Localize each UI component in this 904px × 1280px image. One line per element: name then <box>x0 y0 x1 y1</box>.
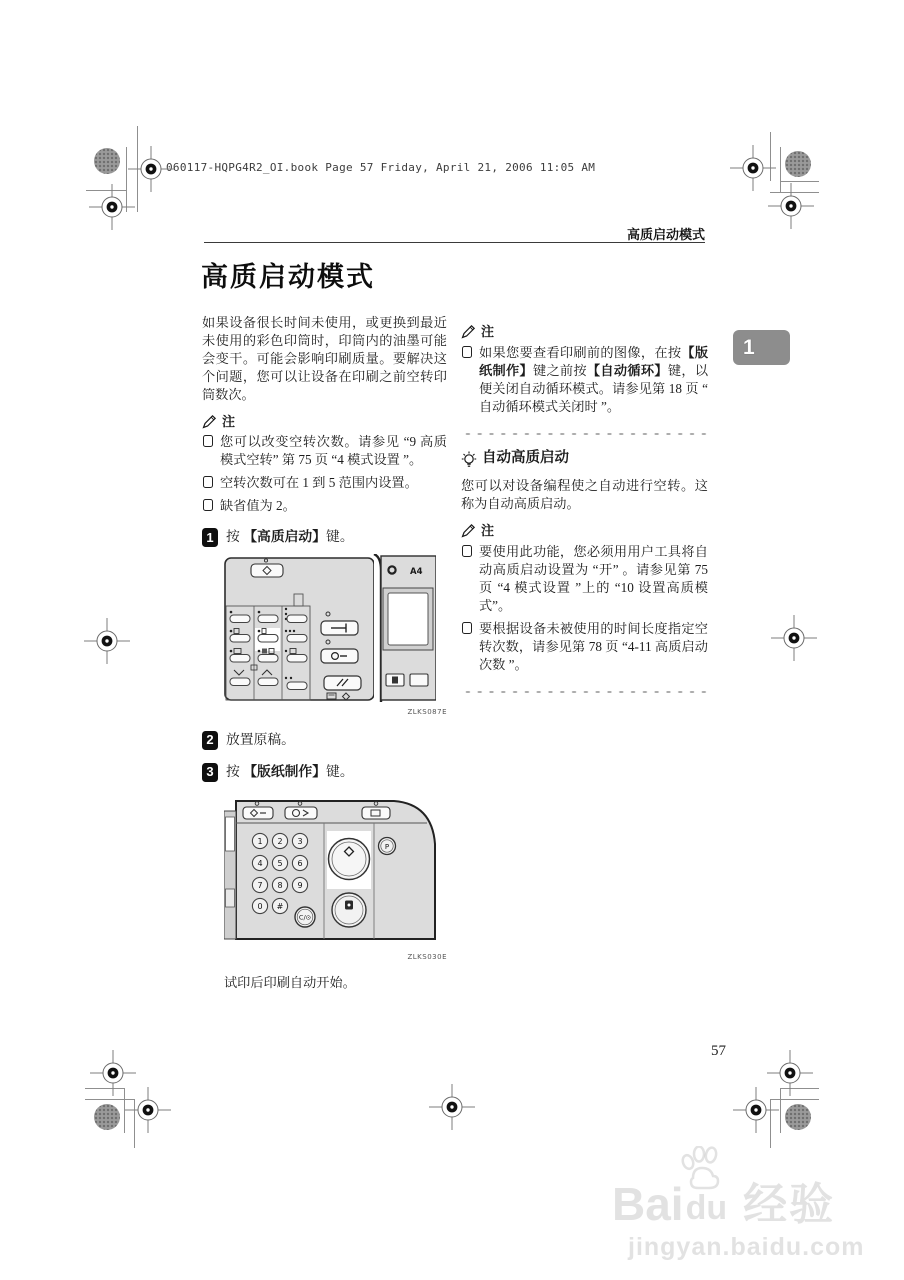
watermark-url: jingyan.baidu.com <box>628 1233 865 1261</box>
control-panel-figure-1 <box>224 554 436 702</box>
running-head: 高质启动模式 <box>626 227 705 242</box>
key-name: 【版纸制作】 <box>479 344 709 378</box>
note-item: 您可以改变空转次数。请参见 “9 高质模式空转” 第 75 页 “4 模式设置 ”。 <box>202 433 447 469</box>
checkbox-bullet-icon <box>203 499 213 511</box>
pencil-icon <box>461 523 476 538</box>
paper-size-label: A4 <box>410 567 423 578</box>
svg-text:#: # <box>276 901 284 911</box>
checkbox-bullet-icon <box>462 545 472 557</box>
note-item <box>461 344 708 416</box>
figure-label: ZLKS030E <box>407 952 447 961</box>
baidu-watermark <box>600 1178 900 1262</box>
svg-text:1: 1 <box>257 836 263 846</box>
step-1 <box>202 528 447 547</box>
print-job-header: 060117-HQPG4R2_OI.book Page 57 Friday, April 21, 2006 11:05 AM <box>166 161 596 174</box>
svg-text:8: 8 <box>277 880 283 890</box>
watermark-brand <box>600 1178 900 1230</box>
page-title: 高质启动模式 <box>201 262 375 292</box>
checkbox-bullet-icon <box>203 476 213 488</box>
note-text: 如果您要查看印刷前的图像，在按【版纸制作】键之前按【自动循环】键，以便关闭自动循环模式。请参见第 18 页 “ 自动循环模式关闭时 ”。 <box>479 344 709 414</box>
tip-heading <box>461 449 708 469</box>
watermark-text: Bai <box>612 1178 684 1230</box>
key-name: 【版纸制作】 <box>243 763 327 779</box>
note-item: 空转次数可在 1 到 5 范围内设置。 <box>202 474 447 492</box>
tip-title: 自动高质启动 <box>482 450 569 467</box>
dotted-separator <box>461 688 708 694</box>
key-name: 【自动循环】 <box>586 362 668 378</box>
figure-label: ZLKS087E <box>407 708 447 717</box>
figure-1 <box>224 554 447 717</box>
note-item: 缺省值为 2。 <box>202 497 447 515</box>
note-label: 注 <box>481 324 495 339</box>
halftone-dot-bottom-left <box>94 1104 120 1130</box>
note-heading <box>461 323 708 341</box>
registration-target <box>84 618 130 664</box>
registration-target <box>429 1084 475 1130</box>
lightbulb-icon <box>461 451 477 468</box>
step-text: 按 【高质启动】键。 <box>226 529 354 545</box>
svg-text:2: 2 <box>277 836 283 846</box>
intro-paragraph: 如果设备很长时间未使用，或更换到最近未使用的彩色印筒时，印筒内的油墨可能会变干。可能会影响印刷质量。要解决这个问题，您可以让设备在印刷之前空转印筒数次。 <box>202 315 447 402</box>
page-number: 57 <box>711 1043 726 1059</box>
watermark-text: 经验 <box>743 1180 836 1229</box>
step-2 <box>202 731 447 750</box>
halftone-dot-bottom-right <box>785 1104 811 1130</box>
svg-text:P: P <box>384 842 390 851</box>
note-heading <box>461 522 708 540</box>
checkbox-bullet-icon <box>462 622 472 634</box>
step-number-badge: 2 <box>202 731 218 750</box>
watermark-text: du <box>686 1190 728 1227</box>
registration-target <box>771 615 817 661</box>
dotted-separator <box>461 430 708 436</box>
step-3 <box>202 763 447 782</box>
svg-text:C/⊙: C/⊙ <box>298 913 312 922</box>
note-item: 要使用此功能，您必须用用户工具将自动高质启动设置为 “开” 。请参见第 75 页 “4 模式设置 ”上的 “10 设置高质模式”。 <box>461 543 708 615</box>
tip-body: 您可以对设备编程使之自动进行空转。这称为自动高质启动。 <box>461 478 708 512</box>
step-text: 按 【版纸制作】键。 <box>226 763 354 779</box>
left-column <box>202 314 447 992</box>
right-column <box>461 314 708 707</box>
svg-text:6: 6 <box>297 858 303 868</box>
chapter-tab: 1 <box>733 330 790 365</box>
header-rule <box>204 242 705 243</box>
note-heading <box>202 413 447 431</box>
note-label: 注 <box>222 413 236 429</box>
closing-sentence: 试印后印刷自动开始。 <box>224 975 356 991</box>
step-number-badge: 3 <box>202 763 218 782</box>
registration-target <box>125 1087 171 1133</box>
svg-text:5: 5 <box>277 858 283 868</box>
pencil-icon <box>202 414 217 429</box>
svg-text:3: 3 <box>297 836 303 846</box>
svg-text:4: 4 <box>257 858 263 868</box>
pencil-icon <box>461 324 476 339</box>
step-text: 放置原稿。 <box>226 731 295 747</box>
control-panel-figure-2 <box>224 789 439 947</box>
figure-2 <box>224 789 447 962</box>
registration-target <box>89 184 135 230</box>
checkbox-bullet-icon <box>462 346 472 358</box>
key-name: 【高质启动】 <box>243 529 327 545</box>
note-item: 要根据设备未被使用的时间长度指定空转次数，请参见第 78 页 “4-11 高质启动次数 ”。 <box>461 620 708 674</box>
note-label: 注 <box>481 523 495 539</box>
step-number-badge: 1 <box>202 528 218 547</box>
checkbox-bullet-icon <box>203 435 213 447</box>
svg-text:0: 0 <box>257 901 263 911</box>
svg-text:9: 9 <box>297 880 303 890</box>
crop-line <box>780 181 819 182</box>
baidu-paw-icon <box>678 1146 726 1190</box>
halftone-dot-top-left <box>94 148 120 174</box>
halftone-dot-top-right <box>785 151 811 177</box>
registration-target <box>733 1087 779 1133</box>
svg-text:7: 7 <box>257 880 263 890</box>
registration-target <box>768 183 814 229</box>
